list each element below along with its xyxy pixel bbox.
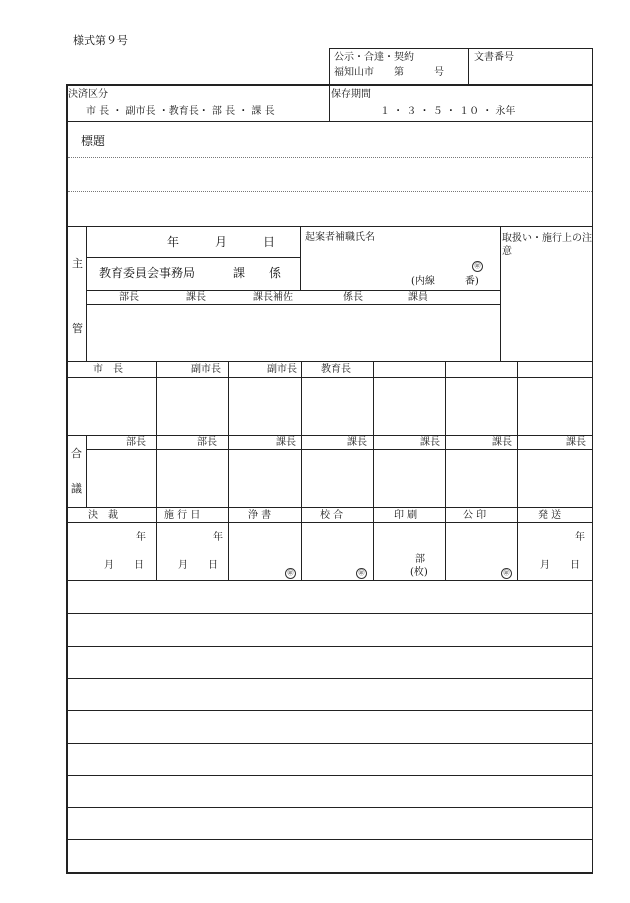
form-number: 様式第９号 [73,34,128,47]
consult-role-3: 課長 [276,437,296,448]
retention-options: １ ・ ３ ・ ５ ・ １０ ・ 永年 [380,106,516,117]
subject-label: 標題 [81,134,106,148]
consult-role-4: 課長 [347,437,367,448]
main-side-top: 主 [72,257,83,270]
retention-label: 保存期間 [331,89,371,100]
process-clean-copy: 浄 書 [248,510,272,521]
main-side-bottom: 管 [72,322,83,335]
role-kakaricho: 係長 [343,292,363,303]
process-print: 印 刷 [394,510,418,521]
decision-month-day: 月 日 [104,560,144,571]
print-parts: 部 [415,554,425,565]
role-kacho-hosa: 課長補佐 [253,292,293,303]
process-dispatch: 発 送 [538,510,562,521]
role-bucho: 部長 [119,292,139,303]
decision-label: 決済区分 [68,89,108,100]
process-proofread: 校 合 [320,510,344,521]
city-serial: 福知山市 第 号 [334,67,444,78]
notes-label: 取扱い・施行上の注意 [502,233,592,257]
doc-number-label: 文書番号 [474,52,514,63]
decision-year: 年 [136,532,146,543]
consult-role-2: 部長 [197,437,217,448]
process-enforcement-date: 施 行 日 [164,510,201,521]
date-line: 年 月 日 [167,235,276,249]
drafter-seal-icon: ㊞ [472,261,483,272]
enforcement-month-day: 月 日 [178,560,218,571]
department: 教育委員会事務局 [99,266,196,280]
print-sheets: (枚) [410,567,428,578]
consult-side-top: 合 [71,447,82,460]
consult-role-1: 部長 [126,437,146,448]
decision-options: 市 長 ・ 副市長 ・教育長・ 部 長 ・ 課 長 [86,106,275,117]
drafter-label: 起案者補職氏名 [305,232,375,243]
proofread-seal-icon: ㊞ [356,568,367,579]
section: 課 係 [233,266,282,280]
approval-deputy-mayor-2: 副市長 [267,364,297,375]
official-seal-icon: ㊞ [501,568,512,579]
approval-mayor: 市 長 [93,364,123,375]
consult-role-5: 課長 [420,437,440,448]
role-kacho: 課長 [186,292,206,303]
process-official-seal: 公 印 [463,510,487,521]
dispatch-month-day: 月 日 [540,560,580,571]
enforcement-year: 年 [213,532,223,543]
consult-side-bottom: 議 [71,482,82,495]
notice-types: 公示・合達・契約 [334,52,414,63]
clean-copy-seal-icon: ㊞ [285,568,296,579]
extension: (内線 番) [411,276,479,287]
dispatch-year: 年 [575,532,585,543]
consult-role-6: 課長 [492,437,512,448]
approval-superintendent: 教育長 [321,364,351,375]
approval-deputy-mayor-1: 副市長 [191,364,221,375]
role-kain: 課員 [408,292,428,303]
process-decision: 決 裁 [88,510,118,521]
consult-role-7: 課長 [566,437,586,448]
